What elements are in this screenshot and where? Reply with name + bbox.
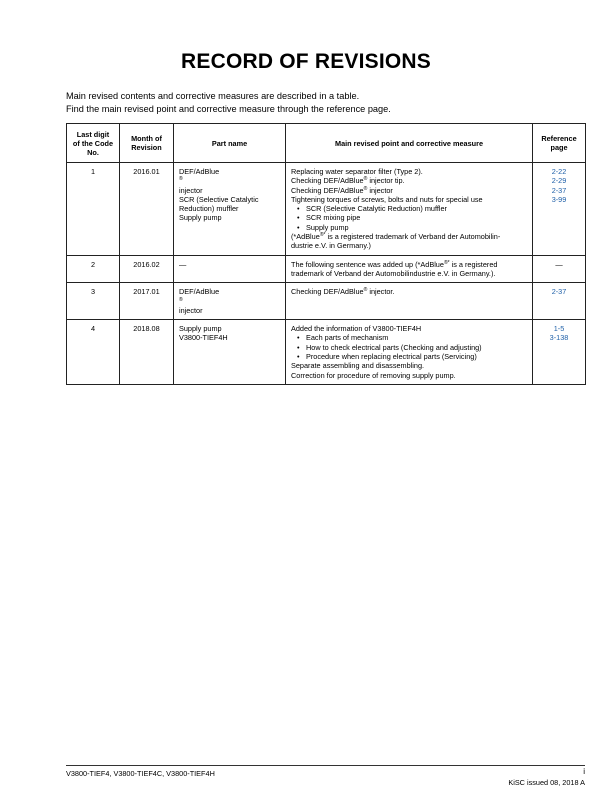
part-cell: Supply pump V3800-TIEF4H — [174, 320, 286, 385]
revisions-table — [66, 123, 586, 385]
month-cell: 2016.01 — [120, 163, 174, 256]
table-header-row — [67, 124, 586, 163]
list-item: • Supply pump — [297, 223, 527, 232]
part-cell: DEF/AdBlue ® injector SCR (Selective Catalytic Reduction) muffler Supply pump — [174, 163, 286, 256]
header-reference-page: Reference page — [533, 124, 586, 163]
code-cell: 3 — [67, 283, 120, 320]
main-cell: Checking DEF/AdBlue® injector. — [286, 283, 533, 320]
reference-link[interactable]: 2-37 — [551, 287, 567, 297]
code-cell: 4 — [67, 320, 120, 385]
bullet-list — [291, 204, 527, 232]
header-main-revised-point: Main revised point and corrective measure — [286, 124, 533, 163]
issue-info: KiSC issued 08, 2018 A — [508, 778, 585, 787]
list-item: • SCR (Selective Catalytic Reduction) muffler — [297, 204, 527, 213]
reference-link[interactable]: 3-138 — [549, 333, 569, 343]
reference-cell — [533, 320, 586, 385]
list-item: • How to check electrical parts (Checking and adjusting) — [297, 343, 527, 352]
reference-cell — [533, 283, 586, 320]
footer-divider — [66, 765, 585, 766]
header-code: Last digit of the Code No. — [67, 124, 120, 163]
month-cell: 2018.08 — [120, 320, 174, 385]
table-row — [67, 255, 586, 283]
footer-model-names: V3800-TIEF4, V3800-TIEF4C, V3800-TIEF4H — [66, 769, 215, 778]
main-cell: The following sentence was added up (*AdBlue®* is a registered trademark of Verband der Automobilindustrie e.V. in Germany.). — [286, 255, 533, 283]
month-cell: 2017.01 — [120, 283, 174, 320]
main-cell: Replacing water separator filter (Type 2). Checking DEF/AdBlue® injector tip. Checking DEF/AdBlue® injector Tightening torques of screws, bolts and nuts for special use • SCR (Selective Catalytic Reduction) muffler • SCR mixing pipe • Supply pump (*AdBlue®* is a registered trademark of Verband der Automobilin- dustrie e.V. in Germany.) — [286, 163, 533, 256]
intro-text — [66, 90, 391, 115]
reference-cell — [533, 163, 586, 256]
table-row — [67, 283, 586, 320]
table-row — [67, 320, 586, 385]
page-number: i — [583, 767, 585, 776]
reference-link[interactable]: 2-29 — [551, 176, 567, 186]
code-cell: 2 — [67, 255, 120, 283]
header-month: Month of Revision — [120, 124, 174, 163]
header-part-name: Part name — [174, 124, 286, 163]
table-row — [67, 163, 586, 256]
reference-link[interactable]: 2-37 — [551, 185, 567, 195]
intro-line: Main revised contents and corrective measures are described in a table. — [66, 91, 360, 101]
code-cell: 1 — [67, 163, 120, 256]
reference-link[interactable]: 2-22 — [551, 167, 567, 176]
reference-link[interactable]: 3-99 — [551, 194, 567, 204]
list-item: • Procedure when replacing electrical parts (Servicing) — [297, 352, 527, 361]
intro-line: Find the main revised point and corrective measure through the reference page. — [66, 103, 391, 114]
main-cell: Added the information of V3800-TIEF4H • Each parts of mechanism • How to check electrical parts (Checking and adjusting) • Procedure when replacing electrical parts (Servicing) Separate assembling and disassembling. Correction for procedure of removing supply pump. — [286, 320, 533, 385]
page-title: RECORD OF REVISIONS — [181, 50, 431, 73]
reference-link[interactable]: 1-5 — [553, 324, 565, 334]
month-cell: 2016.02 — [120, 255, 174, 283]
list-item: • Each parts of mechanism — [297, 333, 527, 342]
part-cell: — — [174, 255, 286, 283]
reference-cell: — — [533, 255, 586, 283]
part-cell: DEF/AdBlue ® injector — [174, 283, 286, 320]
list-item: • SCR mixing pipe — [297, 213, 527, 222]
bullet-list — [291, 333, 527, 361]
